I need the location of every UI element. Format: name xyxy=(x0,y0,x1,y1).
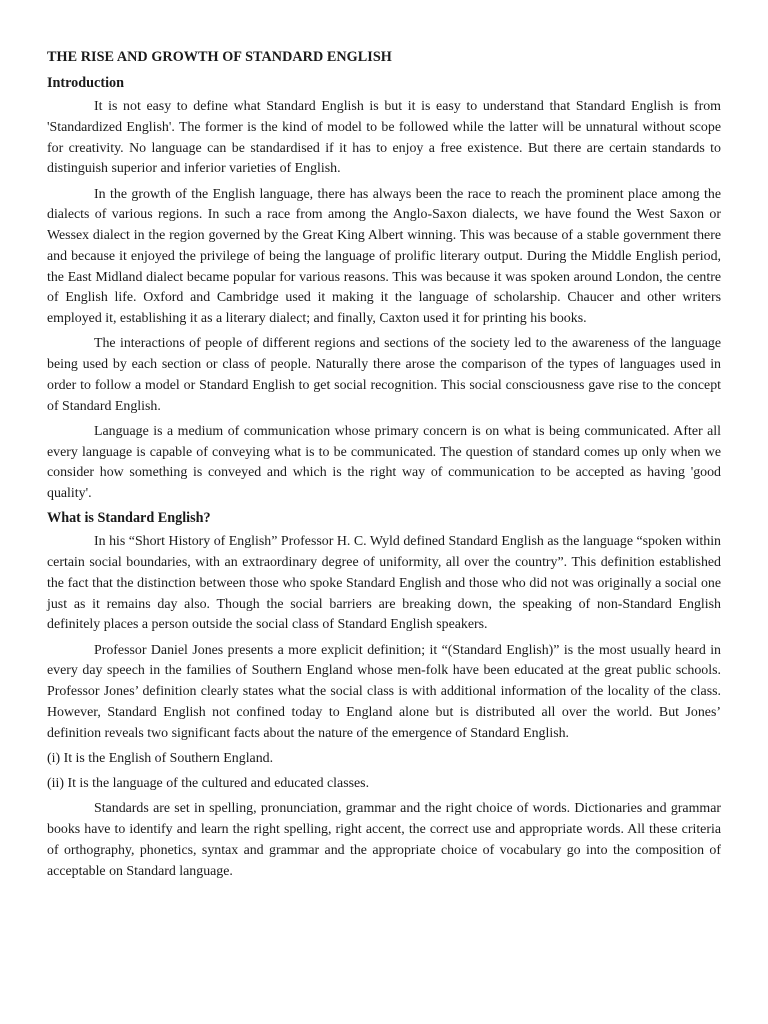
paragraph: Standards are set in spelling, pronunciation, grammar and the right choice of words. Dictionaries and grammar books have to identify and learn the right spelling, right accent, the correct use and appropriate words. All these criteria of orthography, phonetics, syntax and grammar and the appropriate choice of vocabulary go into the composition of acceptable on Standard language. xyxy=(47,801,721,879)
list-item: (i) It is the English of Southern England. xyxy=(47,750,274,766)
document-page xyxy=(47,48,721,887)
section-heading-introduction: Introduction xyxy=(47,75,124,91)
paragraph: It is not easy to define what Standard English is but it is easy to understand that Standard English is from 'Standardized English'. The former is the kind of model to be followed while the latter will be unnatural without scope for creativity. No language can be standardised if it has to enjoy a free existence. But there are certain standards to distinguish superior and inferior varieties of English. xyxy=(47,99,721,177)
paragraph: The interactions of people of different regions and sections of the society led to the awareness of the language being used by each section or class of people. Naturally there arose the comparison of the types of languages used in order to follow a model or Standard English to get social recognition. This social consciousness gave rise to the concept of Standard English. xyxy=(47,336,721,414)
section-heading-what-is-standard-english: What is Standard English? xyxy=(47,510,211,527)
paragraph: Language is a medium of communication whose primary concern is on what is being communicated. After all every language is capable of conveying what is to be communicated. The question of standard comes up only when we consider how something is conveyed and which is the right way of communication to be accepted as having 'good quality'. xyxy=(47,423,721,501)
document-title: THE RISE AND GROWTH OF STANDARD ENGLISH xyxy=(47,49,392,65)
paragraph: In his “Short History of English” Professor H. C. Wyld defined Standard English as the language “spoken within certain social boundaries, with an extraordinary degree of uniformity, all over the country”. This definition established the fact that the distinction between those who spoke Standard English and those who did not was originally a social one just as it remains day also. Though the social barriers are breaking down, the speaking of non-Standard English definitely places a person outside the social class of Standard English speakers. xyxy=(47,534,721,633)
paragraph: In the growth of the English language, there has always been the race to reach the prominent place among the dialects of various regions. In such a race from among the Anglo-Saxon dialects, we have found the West Saxon or Wessex dialect in the region governed by the Great King Albert winning. This was because of a stable government there and because it enjoyed the privilege of being the language of prolific literary output. During the Middle English period, the East Midland dialect became popular for various reasons. This was because it was spoken around London, the centre of English life. Oxford and Cambridge used it making it the language of scholarship. Chaucer and other writers employed it, establishing it as a literary dialect; and finally, Caxton used it for printing his books. xyxy=(47,186,721,326)
list-item: (ii) It is the language of the cultured and educated classes. xyxy=(47,776,370,791)
paragraph: Professor Daniel Jones presents a more explicit definition; it “(Standard English)” is the most usually heard in every day speech in the families of Southern England whose men-folk have been educated at the great public schools. Professor Jones’ definition clearly states what the social class is with additional information of the locality of the class. However, Standard English not confined today to England alone but is distributed all over the world. But Jones’ definition reveals two significant facts about the nature of the emergence of Standard English. xyxy=(47,642,721,741)
